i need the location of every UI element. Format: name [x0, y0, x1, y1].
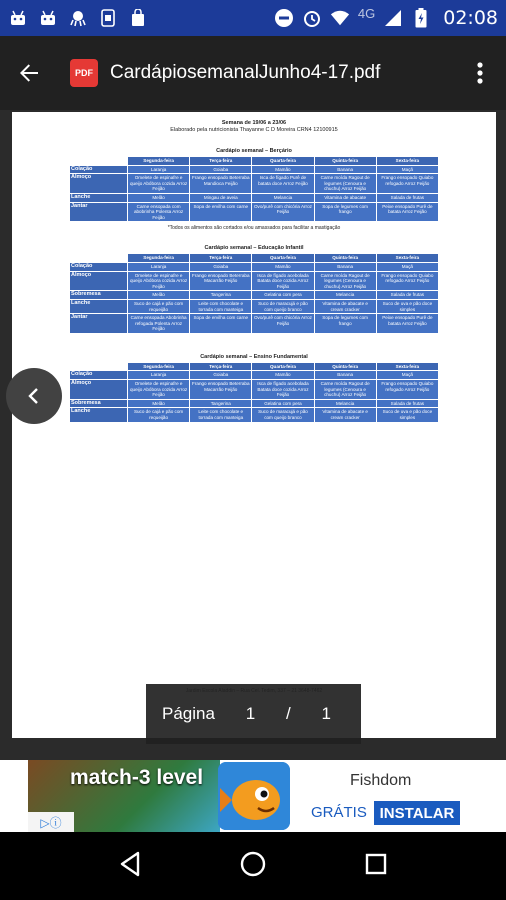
menu-cell: Suco de uva e pão doce simples	[376, 408, 438, 422]
menu-cell: Leite com chocolate e torrada com manteiga	[190, 408, 252, 422]
page-indicator	[146, 684, 361, 744]
clock: 02:08	[443, 7, 498, 29]
android-icon	[8, 8, 28, 28]
menu-sections	[12, 148, 496, 423]
day-header: Quarta-feira	[252, 157, 314, 166]
section-note: *Todos os alimentos são cortados e/ou amassados para facilitar a mastigação	[167, 225, 341, 232]
menu-cell: Melão	[128, 193, 190, 202]
page-label: Página	[162, 704, 215, 723]
menu-cell: Sopa de legumes com frango	[314, 314, 376, 334]
menu-cell: Goiaba	[190, 165, 252, 174]
menu-cell: Vitamina de abacate e cream cracker	[314, 299, 376, 313]
menu-cell: Maçã	[376, 262, 438, 271]
menu-cell: Banana	[314, 371, 376, 380]
meal-label: Colação	[70, 165, 128, 174]
menu-cell: Sopa de legumes com frango	[314, 202, 376, 222]
meal-label: Colação	[70, 371, 128, 380]
meal-label: Lanche	[70, 299, 128, 313]
octopus-icon	[68, 8, 88, 28]
navigation-bar	[0, 832, 506, 900]
pdf-page[interactable]	[12, 112, 496, 738]
total-pages: 1	[321, 704, 331, 723]
alarm-icon	[302, 8, 322, 28]
file-title: CardápiosemanalJunho4-17.pdf	[110, 62, 381, 83]
menu-cell: Salada de frutas	[376, 193, 438, 202]
table-row	[70, 165, 439, 174]
meal-label: Lanche	[70, 193, 128, 202]
menu-cell: Goiaba	[190, 371, 252, 380]
wifi-icon	[330, 8, 350, 28]
bag-icon	[128, 8, 148, 28]
menu-cell: Carne moída Ragout de legumes (Cenoura e chuchu) Arroz Feijão	[314, 271, 376, 291]
page-separator: /	[286, 704, 291, 723]
menu-table	[69, 253, 439, 334]
ad-app-name: Fishdom	[350, 772, 412, 789]
install-button[interactable]: INSTALAR	[374, 801, 460, 825]
menu-cell: Gelatina com pera	[252, 399, 314, 408]
menu-cell: Peixe ensopado Purê de batata Arroz Feijão	[376, 202, 438, 222]
menu-cell: Laranja	[128, 371, 190, 380]
dnd-icon	[274, 8, 294, 28]
table-row	[70, 399, 439, 408]
menu-cell: Salada de frutas	[376, 291, 438, 300]
back-button[interactable]	[0, 36, 58, 110]
menu-cell: Melão	[128, 399, 190, 408]
menu-cell: Suco de cajá e pão com requeijão	[128, 299, 190, 313]
table-row	[70, 193, 439, 202]
week-range: Semana de 19/06 a 23/06	[221, 120, 287, 126]
menu-cell: Peixe ensopado Purê de batata Arroz Feijão	[376, 314, 438, 334]
menu-cell: Melancia	[314, 399, 376, 408]
previous-page-button[interactable]	[6, 368, 62, 424]
overflow-menu-button[interactable]	[454, 36, 506, 110]
meal-label: Sobremesa	[70, 291, 128, 300]
table-row	[70, 408, 439, 422]
menu-cell: Ovo/purê com chicória Arroz Feijão	[252, 202, 314, 222]
network-type: 4G	[357, 5, 376, 21]
menu-cell: Goiaba	[190, 262, 252, 271]
meal-label: Almoço	[70, 174, 128, 194]
ad-choices-button[interactable]	[28, 812, 74, 832]
menu-cell: Omelete de espinafre e queijo Abóbora cozida Arroz Feijão	[128, 271, 190, 291]
menu-cell: Maçã	[376, 165, 438, 174]
signal-icon	[383, 8, 403, 28]
menu-cell: Isca de fígado acebolada Batata doce cozida Arroz Feijão	[252, 271, 314, 291]
fishdom-app-icon[interactable]	[218, 762, 290, 830]
current-page: 1	[245, 704, 256, 723]
day-header: Sexta-feira	[376, 362, 438, 371]
ad-banner-text: match-3 level	[70, 766, 204, 789]
table-row	[70, 271, 439, 291]
menu-cell: Frango ensopado Quiabo refogado Arroz Feijão	[376, 271, 438, 291]
ad-banner[interactable]	[0, 760, 506, 832]
menu-cell: Sopa de ervilha com carne	[190, 314, 252, 334]
table-row	[70, 299, 439, 313]
back-nav-button[interactable]	[118, 851, 142, 882]
triangle-back-icon	[118, 851, 142, 877]
menu-cell: Isca de fígado Purê de batata doce Arroz Feijão	[252, 174, 314, 194]
menu-cell: Frango ensopado Quiabo refogado Arroz Feijão	[376, 380, 438, 400]
menu-cell: Mamão	[252, 262, 314, 271]
menu-cell: Ovo/purê com chicória Arroz Feijão	[252, 314, 314, 334]
status-bar	[0, 0, 506, 36]
day-header: Segunda-feira	[128, 362, 190, 371]
app-toolbar	[0, 36, 506, 110]
menu-cell: Mamão	[252, 371, 314, 380]
meal-label: Colação	[70, 262, 128, 271]
day-header: Terça-feira	[190, 254, 252, 263]
menu-cell: Laranja	[128, 165, 190, 174]
table-row	[70, 174, 439, 194]
day-header: Terça-feira	[190, 362, 252, 371]
menu-cell: Carne moída Ragout de legumes (Cenoura e chuchu) Arroz Feijão	[314, 174, 376, 194]
home-circle-icon	[239, 850, 267, 878]
table-header-row	[70, 254, 439, 263]
recents-nav-button[interactable]	[364, 852, 388, 881]
table-row	[70, 314, 439, 334]
pdf-file-icon: PDF	[70, 59, 98, 87]
menu-cell: Salada de frutas	[376, 399, 438, 408]
menu-cell: Maçã	[376, 371, 438, 380]
fish-icon	[218, 762, 290, 830]
home-nav-button[interactable]	[239, 850, 267, 883]
menu-cell: Carne ensopada com abobrinha Polenta Arroz Feijão	[128, 202, 190, 222]
menu-cell: Melancia	[252, 193, 314, 202]
menu-cell: Omelete de espinafre e queijo Abóbora cozida Arroz Feijão	[128, 174, 190, 194]
table-row	[70, 380, 439, 400]
menu-cell: Melancia	[314, 291, 376, 300]
menu-cell: Frango ensopado Beterraba Macarrão Feijão	[190, 380, 252, 400]
menu-cell: Suco de maracujá e pão com queijo branco	[252, 408, 314, 422]
menu-cell: Frango ensopado Beterraba Macarrão Feijão	[190, 271, 252, 291]
day-header: Segunda-feira	[128, 157, 190, 166]
meal-label: Almoço	[70, 380, 128, 400]
menu-cell: Carne ensopada Abobrinha refogada Polenta Arroz Feijão	[128, 314, 190, 334]
day-header: Sexta-feira	[376, 254, 438, 263]
menu-cell: Suco de maracujá e pão com queijo branco	[252, 299, 314, 313]
day-header: Quinta-feira	[314, 362, 376, 371]
meal-label: Sobremesa	[70, 399, 128, 408]
meal-label: Lanche	[70, 408, 128, 422]
day-header: Segunda-feira	[128, 254, 190, 263]
android-icon	[38, 8, 58, 28]
menu-cell: Laranja	[128, 262, 190, 271]
menu-cell: Gelatina com pera	[252, 291, 314, 300]
table-row	[70, 202, 439, 222]
menu-cell: Tangerina	[190, 291, 252, 300]
ad-choices-icon: ▷ⓘ	[40, 815, 62, 830]
menu-cell: Suco de cajá e pão com requeijão	[128, 408, 190, 422]
screenshot-icon	[98, 8, 118, 28]
table-header-row	[70, 362, 439, 371]
day-header: Quarta-feira	[252, 254, 314, 263]
menu-cell: Mamão	[252, 165, 314, 174]
section-title: Cardápio semanal – Berçário	[216, 148, 292, 154]
table-row	[70, 291, 439, 300]
header-corner	[70, 157, 128, 166]
recents-square-icon	[364, 852, 388, 876]
day-header: Quarta-feira	[252, 362, 314, 371]
day-header: Quinta-feira	[314, 254, 376, 263]
table-row	[70, 371, 439, 380]
menu-cell: Melão	[128, 291, 190, 300]
menu-cell: Banana	[314, 262, 376, 271]
menu-cell: Frango ensopado Quiabo refogado Arroz Feijão	[376, 174, 438, 194]
day-header: Quinta-feira	[314, 157, 376, 166]
menu-cell: Mingau de aveia	[190, 193, 252, 202]
menu-cell: Omelete de espinafre e queijo Abóbora cozida Arroz Feijão	[128, 380, 190, 400]
meal-label: Jantar	[70, 202, 128, 222]
section-title: Cardápio semanal – Educação Infantil	[204, 245, 304, 252]
menu-table	[69, 156, 439, 222]
table-row	[70, 262, 439, 271]
chevron-left-icon	[24, 386, 44, 406]
arrow-back-icon	[17, 61, 41, 85]
menu-cell: Tangerina	[190, 399, 252, 408]
table-header-row	[70, 157, 439, 166]
section-title: Cardápio semanal – Ensino Fundamental	[200, 353, 308, 360]
menu-cell: Vitamina de abacate e cream cracker	[314, 408, 376, 422]
day-header: Sexta-feira	[376, 157, 438, 166]
day-header: Terça-feira	[190, 157, 252, 166]
ad-free-label: GRÁTIS	[311, 804, 367, 821]
menu-cell: Banana	[314, 165, 376, 174]
menu-cell: Carne moída Ragout de legumes (Cenoura e chuchu) Arroz Feijão	[314, 380, 376, 400]
menu-cell: Vitamina de abacate	[314, 193, 376, 202]
menu-cell: Isca de fígado acebolada Batata doce cozida Arroz Feijão	[252, 380, 314, 400]
menu-cell: Leite com chocolate e torrada com manteiga	[190, 299, 252, 313]
meal-label: Jantar	[70, 314, 128, 334]
header-corner	[70, 254, 128, 263]
meal-label: Almoço	[70, 271, 128, 291]
header-corner	[70, 362, 128, 371]
menu-cell: Sopa de ervilha com carne	[190, 202, 252, 222]
more-vert-icon	[477, 61, 483, 85]
nutritionist-line: Elaborado pela nutricionista Thayanne C D Moreira CRN4 12100915	[170, 127, 338, 133]
menu-table	[69, 362, 439, 423]
menu-cell: Suco de uva e pão doce simples	[376, 299, 438, 313]
battery-icon	[411, 8, 431, 28]
menu-cell: Frango ensopado Beterraba Mandioca Feijão	[190, 174, 252, 194]
